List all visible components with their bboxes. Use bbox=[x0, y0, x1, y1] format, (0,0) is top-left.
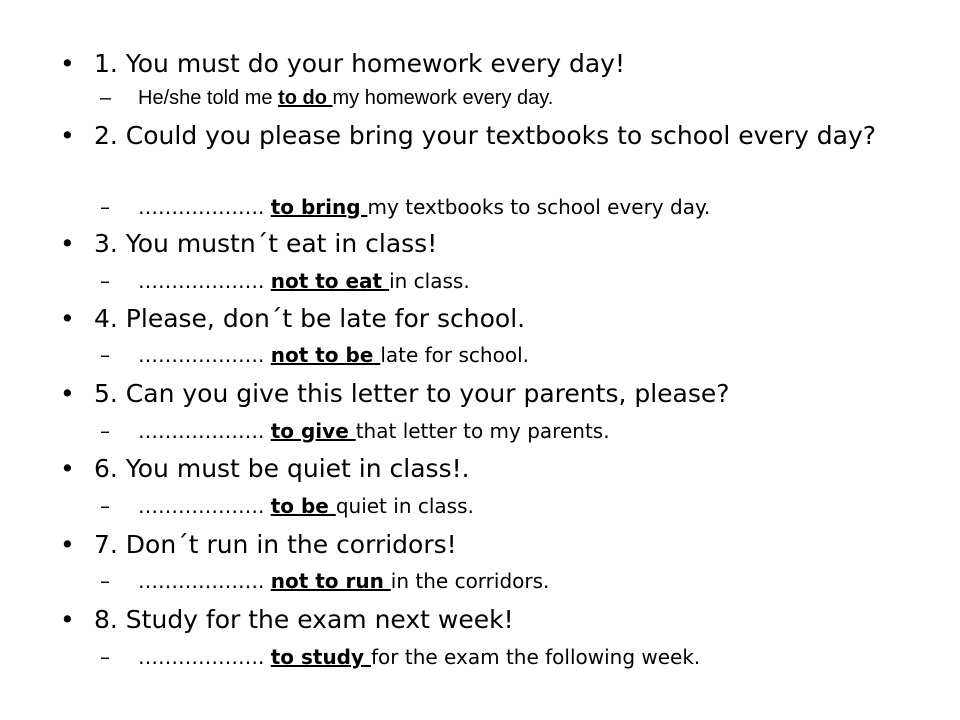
answer-line bbox=[138, 644, 700, 670]
bullet-icon: • bbox=[60, 454, 75, 483]
answer-line bbox=[138, 342, 529, 368]
answer-line bbox=[138, 493, 474, 519]
dash-icon: – bbox=[100, 645, 110, 669]
answer-prefix: ………………. bbox=[138, 343, 271, 367]
answer-key: to study bbox=[270, 645, 372, 669]
dash-icon: – bbox=[100, 343, 110, 367]
answer-rest: late for school. bbox=[380, 343, 529, 367]
question-text: 6. You must be quiet in class!. bbox=[94, 454, 470, 483]
question-text: 2. Could you please bring your textbooks to school every day? bbox=[94, 121, 877, 150]
bullet-icon: • bbox=[60, 530, 75, 559]
answer-prefix: ………………. bbox=[138, 494, 271, 518]
answer-prefix: ………………. bbox=[138, 419, 271, 443]
answer-key: to be bbox=[270, 494, 336, 518]
dash-icon: – bbox=[100, 494, 110, 518]
answer-rest: quiet in class. bbox=[335, 494, 474, 518]
answer-key: not to run bbox=[270, 569, 391, 593]
answer-prefix: ………………. bbox=[138, 269, 271, 293]
answer-key: not to eat bbox=[270, 269, 390, 293]
bullet-icon: • bbox=[60, 605, 75, 634]
answer-rest: that letter to my parents. bbox=[355, 419, 610, 443]
answer-line bbox=[138, 418, 610, 444]
question-text: 8. Study for the exam next week! bbox=[94, 605, 514, 634]
answer-rest: in class. bbox=[389, 269, 470, 293]
question-text: 4. Please, don´t be late for school. bbox=[94, 304, 526, 333]
answer-key: to bring bbox=[270, 195, 368, 219]
answer-line bbox=[138, 85, 553, 111]
answer-prefix: He/she told me bbox=[138, 87, 279, 109]
dash-icon: – bbox=[100, 87, 112, 109]
answer-line bbox=[138, 568, 549, 594]
answer-key: to give bbox=[270, 419, 356, 443]
question-text: 7. Don´t run in the corridors! bbox=[94, 530, 457, 559]
answer-key: not to be bbox=[270, 343, 381, 367]
bullet-icon: • bbox=[60, 229, 75, 258]
answer-prefix: ………………. bbox=[138, 645, 271, 669]
bullet-icon: • bbox=[60, 121, 75, 150]
answer-rest: my homework every day. bbox=[332, 87, 554, 109]
answer-prefix: ………………. bbox=[138, 569, 271, 593]
dash-icon: – bbox=[100, 419, 110, 443]
question-text: 3. You mustn´t eat in class! bbox=[94, 229, 438, 258]
answer-rest: in the corridors. bbox=[390, 569, 550, 593]
dash-icon: – bbox=[100, 195, 110, 219]
answer-prefix: ………………. bbox=[138, 195, 271, 219]
dash-icon: – bbox=[100, 569, 110, 593]
answer-line bbox=[138, 194, 710, 220]
bullet-icon: • bbox=[60, 49, 75, 78]
question-text: 5. Can you give this letter to your parents, please? bbox=[94, 379, 730, 408]
answer-line bbox=[138, 268, 470, 294]
question-text: 1. You must do your homework every day! bbox=[94, 49, 625, 78]
answer-rest: for the exam the following week. bbox=[371, 645, 701, 669]
answer-key: to do bbox=[278, 87, 333, 109]
bullet-icon: • bbox=[60, 379, 75, 408]
bullet-icon: • bbox=[60, 304, 75, 333]
dash-icon: – bbox=[100, 269, 110, 293]
answer-rest: my textbooks to school every day. bbox=[367, 195, 711, 219]
